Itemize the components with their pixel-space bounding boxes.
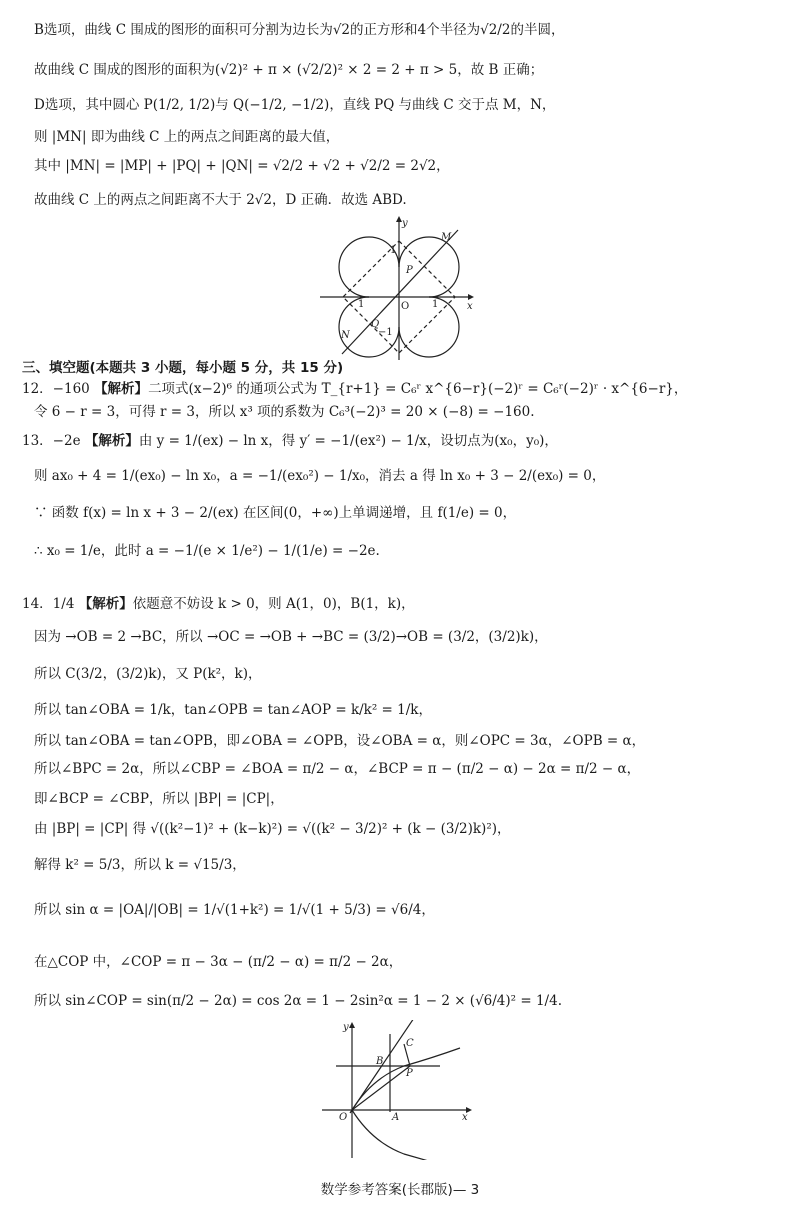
fig1-label-neg-one: −1 [378, 327, 393, 338]
page-footer: 数学参考答案(长郡版)— 3 [320, 1182, 480, 1198]
fig2-label-c: C [406, 1038, 414, 1049]
q12-line-1-text: 二项式(x−2)⁶ 的通项公式为 T_{r+1} = C₆ʳ x^{6−r}(−2)ʳ = C₆ʳ(−2)ʳ · x^{6−r}， [148, 381, 688, 397]
fig1-label-n: N [341, 330, 350, 341]
b-option-line-1: B选项，曲线 C 围成的图形的面积可分割为边长为√2的正方形和4个半径为√2/2的半圆， [34, 22, 565, 38]
q14-line-11: 在△COP 中，∠COP = π − 3α − (π/2 − α) = π/2 − 2α， [34, 954, 403, 970]
q14-line-3: 所以 C(3/2，(3/2)k)，又 P(k²，k)， [34, 666, 262, 682]
q13-line-1 [22, 433, 558, 449]
q14-answer: 14．1/4 [22, 596, 75, 612]
d-option-line-2: 则 |MN| 即为曲线 C 上的两点之间距离的最大值， [34, 129, 340, 145]
q14-line-1-text: 依题意不妨设 k > 0，则 A(1，0)，B(1，k)， [132, 596, 415, 612]
q13-line-1-text: 由 y = 1/(ex) − ln x，得 y′ = −1/(ex²) − 1/x，设切点为(x₀，y₀)， [138, 433, 558, 449]
line-op [352, 1066, 410, 1110]
d-option-line-3: 其中 |MN| = |MP| + |PQ| + |QN| = √2/2 + √2 + √2/2 = 2√2， [34, 158, 450, 174]
q12-tag: 【解析】 [94, 381, 149, 397]
q14-line-2: 因为 →OB = 2 →BC，所以 →OC = →OB + →BC = (3/2)→OB = (3/2，(3/2)k)， [34, 629, 548, 645]
q13-answer: 13．−2e [22, 433, 81, 449]
fig1-label-y: y [402, 218, 408, 229]
q14-tag: 【解析】 [78, 596, 133, 612]
q14-line-9: 解得 k² = 5/3，所以 k = √15/3， [34, 857, 246, 873]
d-option-line-1: D选项，其中圆心 P(1/2, 1/2)与 Q(−1/2, −1/2)，直线 PQ 与曲线 C 交于点 M，N， [34, 97, 556, 113]
q14-line-12: 所以 sin∠COP = sin(π/2 − 2α) = cos 2α = 1 − 2sin²α = 1 − 2 × (√6/4)² = 1/4. [34, 993, 562, 1009]
q13-tag: 【解析】 [84, 433, 139, 449]
fig1-label-x: x [467, 301, 473, 312]
fig1-label-q: Q [371, 319, 380, 330]
fig2-label-x: x [462, 1112, 468, 1123]
fig1-label-one-top: 1 [390, 245, 397, 256]
section-3-heading: 三、填空题(本题共 3 小题，每小题 5 分，共 15 分) [22, 360, 344, 376]
q12-answer: 12．−160 [22, 381, 90, 397]
parabola [352, 1048, 460, 1160]
y-axis-arrow [349, 1022, 355, 1028]
q13-line-4: ∴ x₀ = 1/e，此时 a = −1/(e × 1/e²) − 1/(1/e) = −2e. [34, 543, 380, 559]
q12-line-1 [22, 381, 687, 397]
fig2-label-o: O [339, 1112, 348, 1123]
figure-parabola [322, 1020, 474, 1160]
fig2-label-b: B [376, 1056, 384, 1067]
fig2-label-a: A [392, 1112, 400, 1123]
fig2-label-p: P [406, 1068, 413, 1079]
figure-curve-c [320, 212, 480, 362]
fig1-label-one-right: 1 [432, 299, 439, 310]
q14-line-1 [22, 596, 415, 612]
q14-line-10: 所以 sin α = |OA|/|OB| = 1/√(1+k²) = 1/√(1 + 5/3) = √6/4， [34, 902, 435, 918]
b-option-line-2: 故曲线 C 围成的图形的面积为(√2)² + π × (√2/2)² × 2 = 2 + π > 5，故 B 正确； [34, 62, 544, 78]
q12-line-2: 令 6 − r = 3，可得 r = 3，所以 x³ 项的系数为 C₆³(−2)³ = 20 × (−8) = −160. [34, 404, 535, 420]
fig2-label-y: y [343, 1022, 349, 1033]
fig1-label-one-left: 1 [358, 299, 365, 310]
fig1-label-o: O [401, 301, 410, 312]
q14-line-7: 即∠BCP = ∠CBP，所以 |BP| = |CP|， [34, 791, 284, 807]
fig1-label-p: P [406, 265, 413, 276]
q13-line-3: ∵ 函数 f(x) = ln x + 3 − 2/(ex) 在区间(0，+∞)上单调递增，且 f(1/e) = 0， [34, 505, 517, 521]
fig1-label-m: M [441, 232, 452, 243]
q14-line-5: 所以 tan∠OBA = tan∠OPB，即∠OBA = ∠OPB，设∠OBA = α，则∠OPC = 3α，∠OPB = α， [34, 733, 646, 749]
x-axis-arrow [468, 294, 474, 300]
q13-line-2: 则 ax₀ + 4 = 1/(ex₀) − ln x₀，a = −1/(ex₀²) − 1/x₀，消去 a 得 ln x₀ + 3 − 2/(ex₀) = 0， [34, 468, 606, 484]
q14-line-6: 所以∠BPC = 2α，所以∠CBP = ∠BOA = π/2 − α，∠BCP = π − (π/2 − α) − 2α = π/2 − α， [34, 761, 641, 777]
q14-line-8: 由 |BP| = |CP| 得 √((k²−1)² + (k−k)²) = √((k² − 3/2)² + (k − (3/2)k)²)， [34, 821, 511, 837]
q14-line-4: 所以 tan∠OBA = 1/k，tan∠OPB = tan∠AOP = k/k² = 1/k， [34, 702, 432, 718]
d-option-line-4: 故曲线 C 上的两点之间距离不大于 2√2，D 正确．故选 ABD. [34, 192, 407, 208]
